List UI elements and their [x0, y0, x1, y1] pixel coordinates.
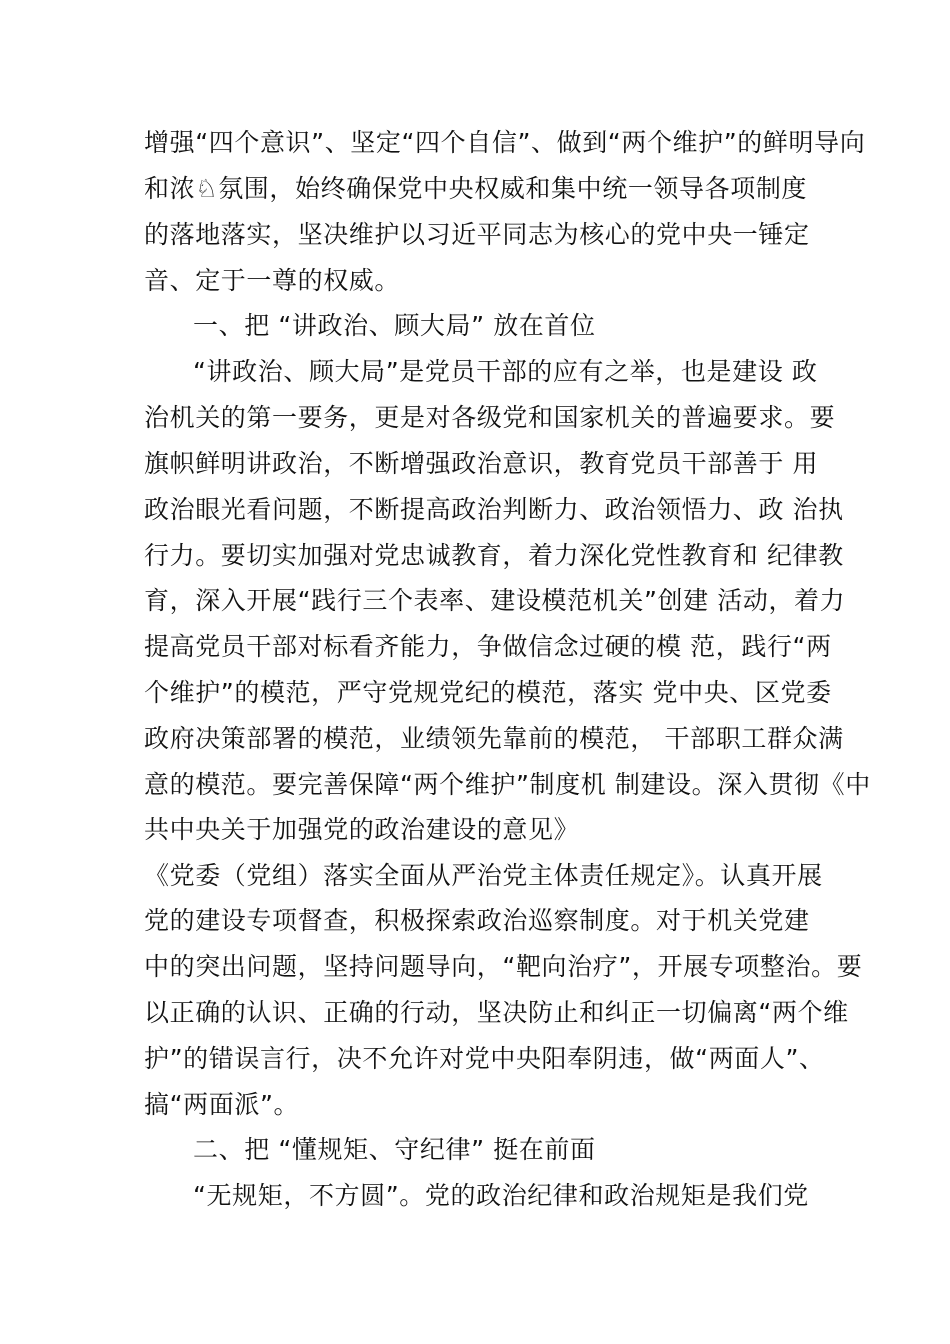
paragraph-line: 音、定于一尊的权威。 [144, 266, 401, 295]
paragraph-line: 旗帜鲜明讲政治，不断增强政治意识，教育党员干部善于 用 [144, 449, 819, 478]
paragraph-line: 的落地落实，坚决维护以习近平同志为核心的党中央一锤定 [144, 220, 810, 249]
paragraph-line: 搞“两面派”。 [144, 1090, 300, 1119]
paragraph-line: “讲政治、顾大局”是党员干部的应有之举，也是建设 政 [193, 357, 818, 386]
paragraph-line: 中的突出问题，坚持问题导向，“靶向治疗”，开展专项整治。要 [144, 952, 863, 981]
paragraph-line: 提高党员干部对标看齐能力，争做信念过硬的模 范，践行“两 [144, 632, 832, 661]
paragraph-line: 个维护”的模范，严守党规党纪的模范，落实 党中央、区党委 [144, 678, 832, 707]
section-heading-2: 二、把 “懂规矩、守纪律” 挺在前面 [193, 1135, 596, 1164]
paragraph-line: 《党委（党组）落实全面从严治党主体责任规定》。认真开展 [144, 861, 823, 890]
paragraph-line: “无规矩，不方圆”。党的政治纪律和政治规矩是我们党 [193, 1181, 809, 1210]
paragraph-line: 政治眼光看问题，不断提高政治判断力、政治领悟力、政 治执 [144, 495, 844, 524]
paragraph-line: 党的建设专项督查，积极探索政治巡察制度。对于机关党建 [144, 906, 810, 935]
paragraph-line: 行力。要切实加强对党忠诚教育，着力深化党性教育和 纪律教 [144, 541, 844, 570]
paragraph-line: 护”的错误言行，决不允许对党中央阳奉阴违，做“两面人”、 [144, 1044, 825, 1073]
paragraph-line: 和浓♘氛围，始终确保党中央权威和集中统一领导各项制度 [144, 174, 808, 203]
section-heading-1: 一、把 “讲政治、顾大局” 放在首位 [193, 311, 596, 340]
paragraph-line: 意的模范。要完善保障“两个维护”制度机 制建设。深入贯彻《中 [144, 770, 871, 799]
paragraph-line: 以正确的认识、正确的行动，坚决防止和纠正一切偏离“两个维 [144, 998, 849, 1027]
paragraph-line: 共中央关于加强党的政治建设的意见》 [144, 815, 580, 844]
paragraph-line: 治机关的第一要务，更是对各级党和国家机关的普遍要求。要 [144, 403, 836, 432]
paragraph-line: 政府决策部署的模范，业绩领先靠前的模范， 干部职工群众满 [144, 724, 844, 753]
paragraph-line: 增强“四个意识”、坚定“四个自信”、做到“两个维护”的鲜明导向 [144, 128, 866, 157]
paragraph-line: 育，深入开展“践行三个表率、建设模范机关”创建 活动，着力 [144, 586, 846, 615]
